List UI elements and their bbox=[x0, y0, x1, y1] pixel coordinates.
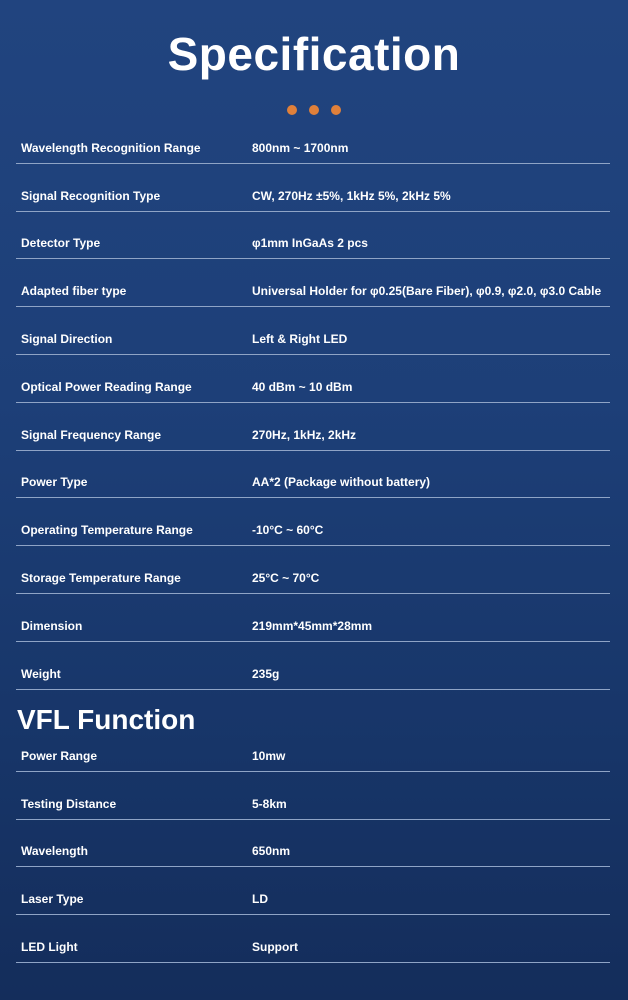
spec-label: Adapted fiber type bbox=[21, 284, 127, 299]
vfl-value: 650nm bbox=[252, 844, 291, 859]
vfl-value: Support bbox=[252, 939, 298, 954]
spec-value: φ1mm InGaAs 2 pcs bbox=[252, 236, 368, 251]
spec-label: Weight bbox=[21, 666, 61, 681]
spec-value: 800nm ~ 1700nm bbox=[252, 140, 349, 155]
spec-label: Wavelength Recognition Range bbox=[21, 140, 201, 155]
spec-row bbox=[16, 546, 610, 594]
spec-label: Signal Frequency Range bbox=[21, 427, 162, 442]
spec-value: Left & Right LED bbox=[252, 331, 348, 346]
spec-row bbox=[16, 164, 610, 212]
spec-row bbox=[16, 212, 610, 260]
spec-row bbox=[16, 355, 610, 403]
spec-row bbox=[16, 498, 610, 546]
vfl-table bbox=[16, 724, 610, 963]
spec-row bbox=[16, 451, 610, 499]
row-divider bbox=[16, 962, 610, 963]
spec-row bbox=[16, 594, 610, 642]
page-title: Specification bbox=[167, 28, 461, 80]
spec-value: 40 dBm ~ 10 dBm bbox=[252, 379, 353, 394]
spec-row bbox=[16, 403, 610, 451]
vfl-value: 5-8km bbox=[252, 796, 287, 811]
spec-label: Power Type bbox=[21, 475, 88, 490]
spec-label: Detector Type bbox=[21, 236, 101, 251]
spec-label: Signal Direction bbox=[21, 331, 113, 346]
spec-row bbox=[16, 642, 610, 690]
vfl-label: Laser Type bbox=[21, 892, 84, 907]
spec-value: -10°C ~ 60°C bbox=[252, 523, 324, 538]
vfl-label: Power Range bbox=[21, 748, 98, 763]
dot-icon bbox=[331, 105, 341, 115]
spec-row bbox=[16, 116, 610, 164]
spec-row bbox=[16, 307, 610, 355]
vfl-label: Testing Distance bbox=[21, 796, 117, 811]
spec-label: Operating Temperature Range bbox=[21, 523, 193, 538]
spec-label: Signal Recognition Type bbox=[21, 188, 161, 203]
spec-value: AA*2 (Package without battery) bbox=[252, 475, 431, 490]
vfl-value: 10mw bbox=[252, 748, 286, 763]
spec-value: 219mm*45mm*28mm bbox=[252, 618, 373, 633]
vfl-row bbox=[16, 820, 610, 868]
vfl-section-title: VFL Function bbox=[17, 704, 196, 735]
dot-icon bbox=[309, 105, 319, 115]
row-divider bbox=[16, 689, 610, 690]
spec-value: 25°C ~ 70°C bbox=[252, 570, 320, 585]
dot-icon bbox=[287, 105, 297, 115]
spec-label: Optical Power Reading Range bbox=[21, 379, 192, 394]
vfl-row bbox=[16, 724, 610, 772]
spec-value: Universal Holder for φ0.25(Bare Fiber), φ0.9, φ2.0, φ3.0 Cable bbox=[252, 284, 602, 299]
spec-value: CW, 270Hz ±5%, 1kHz 5%, 2kHz 5% bbox=[252, 188, 451, 203]
vfl-label: Wavelength bbox=[21, 844, 88, 859]
spec-label: Storage Temperature Range bbox=[21, 570, 181, 585]
vfl-row bbox=[16, 867, 610, 915]
specification-table bbox=[16, 116, 610, 690]
spec-value: 235g bbox=[252, 666, 280, 681]
decorative-dots bbox=[0, 105, 628, 115]
spec-label: Dimension bbox=[21, 618, 83, 633]
vfl-label: LED Light bbox=[21, 939, 78, 954]
spec-value: 270Hz, 1kHz, 2kHz bbox=[252, 427, 357, 442]
vfl-row bbox=[16, 915, 610, 963]
vfl-value: LD bbox=[252, 892, 268, 907]
spec-row bbox=[16, 259, 610, 307]
vfl-row bbox=[16, 772, 610, 820]
